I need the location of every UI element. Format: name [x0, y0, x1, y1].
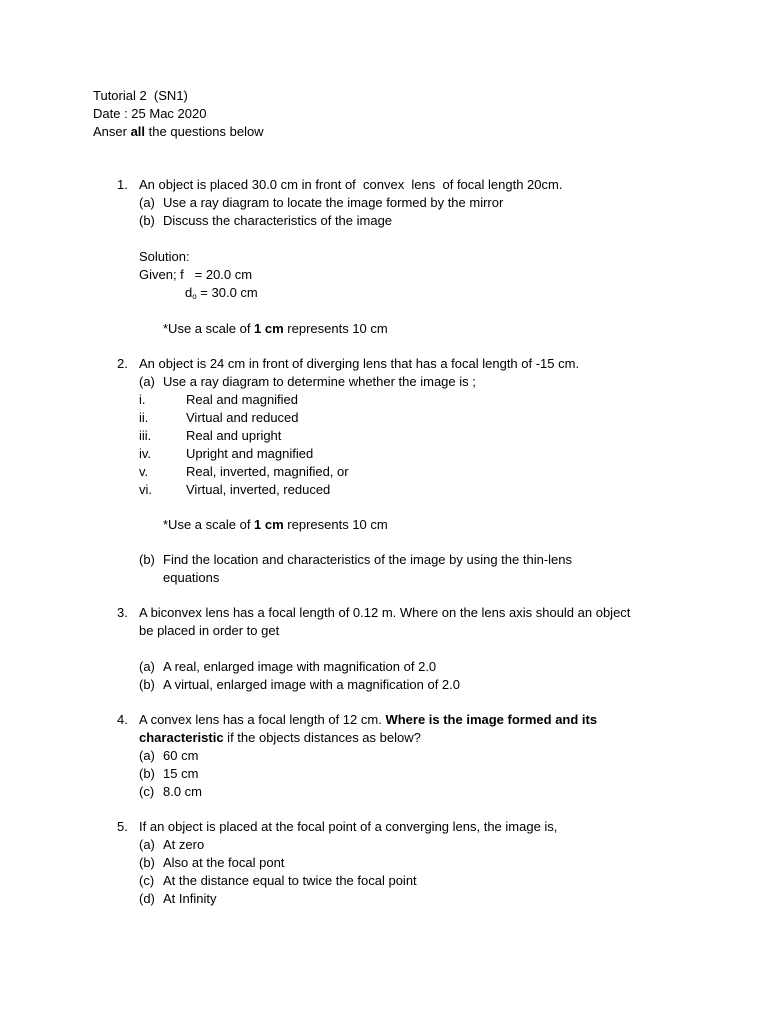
scale-note-bold: 1 cm — [254, 321, 284, 336]
option-text: Real, inverted, magnified, or — [186, 464, 349, 479]
tutorial-date: Date : 25 Mac 2020 — [93, 106, 207, 121]
question-3-b-text: A virtual, enlarged image with a magnification of 2.0 — [163, 677, 461, 692]
instructions-post: the questions below — [145, 124, 264, 139]
question-3-a-label: (a) — [139, 659, 155, 674]
object-distance-symbol: d — [185, 285, 193, 300]
question-4-text-post: if the objects distances as below? — [223, 730, 421, 745]
question-1-number: 1. — [117, 177, 128, 192]
scale-note-post: represents 10 cm — [283, 321, 388, 336]
question-4-item-label: (c) — [139, 784, 155, 799]
given-object-distance — [185, 284, 258, 306]
tutorial-title: Tutorial 2 (SN1) — [93, 88, 188, 103]
scale-note-pre: *Use a scale of — [163, 321, 255, 336]
question-3-a-text: A real, enlarged image with magnification of 2.0 — [163, 659, 437, 674]
question-4-item-label: (a) — [139, 748, 155, 763]
question-5-item-text: Also at the focal pont — [163, 855, 285, 870]
instructions-bold: all — [130, 124, 146, 139]
object-distance-subscript: o — [192, 292, 197, 301]
question-3-text-line-2: be placed in order to get — [139, 623, 280, 638]
question-5-item-text: At zero — [163, 837, 205, 852]
question-1-scale-note — [163, 320, 388, 338]
question-5-item-label: (b) — [139, 855, 155, 870]
question-4-text-bold: Where is the image formed and its — [385, 712, 598, 727]
question-2-scale-note — [163, 516, 388, 534]
question-1-a-label: (a) — [139, 195, 155, 210]
question-1-text: An object is placed 30.0 cm in front of convex lens of focal length 20cm. — [139, 177, 563, 192]
question-3-text-line-1: A biconvex lens has a focal length of 0.12 m. Where on the lens axis should an object — [139, 605, 631, 620]
option-label: vi. — [139, 482, 152, 497]
option-label: i. — [139, 392, 146, 407]
question-2-a-text: Use a ray diagram to determine whether the image is ; — [163, 374, 476, 389]
question-4-item-label: (b) — [139, 766, 155, 781]
question-1-a-text: Use a ray diagram to locate the image formed by the mirror — [163, 195, 504, 210]
question-2-b-label: (b) — [139, 552, 155, 567]
question-4-number: 4. — [117, 712, 128, 727]
question-3-b-label: (b) — [139, 677, 155, 692]
question-4-text-bold-2: characteristic — [139, 730, 224, 745]
question-5-item-label: (a) — [139, 837, 155, 852]
option-text: Real and magnified — [186, 392, 299, 407]
question-4-text-line-2 — [139, 729, 421, 747]
option-text: Virtual and reduced — [186, 410, 299, 425]
question-1-b-text: Discuss the characteristics of the image — [163, 213, 393, 228]
solution-heading: Solution: — [139, 249, 190, 264]
instructions-pre: Anser — [93, 124, 131, 139]
question-4-item-text: 15 cm — [163, 766, 199, 781]
option-label: v. — [139, 464, 149, 479]
question-4-item-text: 8.0 cm — [163, 784, 203, 799]
option-label: iii. — [139, 428, 152, 443]
question-2-b-text-line-2: equations — [163, 570, 220, 585]
question-5-text: If an object is placed at the focal point of a converging lens, the image is, — [139, 819, 558, 834]
option-label: iv. — [139, 446, 152, 461]
question-1-b-label: (b) — [139, 213, 155, 228]
question-5-item-text: At Infinity — [163, 891, 217, 906]
instructions — [93, 123, 264, 141]
scale-note-post: represents 10 cm — [283, 517, 388, 532]
option-text: Virtual, inverted, reduced — [186, 482, 331, 497]
question-5-item-text: At the distance equal to twice the focal point — [163, 873, 417, 888]
question-2-b-text-line-1: Find the location and characteristics of the image by using the thin-lens — [163, 552, 573, 567]
scale-note-bold: 1 cm — [254, 517, 284, 532]
question-4-text-pre: A convex lens has a focal length of 12 cm. — [139, 712, 386, 727]
question-3-number: 3. — [117, 605, 128, 620]
option-label: ii. — [139, 410, 149, 425]
given-focal-length: Given; f = 20.0 cm — [139, 267, 253, 282]
question-4-item-text: 60 cm — [163, 748, 199, 763]
question-5-item-label: (d) — [139, 891, 155, 906]
question-5-number: 5. — [117, 819, 128, 834]
question-2-text: An object is 24 cm in front of diverging lens that has a focal length of -15 cm. — [139, 356, 580, 371]
object-distance-value: = 30.0 cm — [196, 285, 258, 300]
scale-note-pre: *Use a scale of — [163, 517, 255, 532]
option-text: Real and upright — [186, 428, 282, 443]
question-4-text-line-1 — [139, 711, 597, 729]
question-2-a-label: (a) — [139, 374, 155, 389]
question-2-number: 2. — [117, 356, 128, 371]
question-5-item-label: (c) — [139, 873, 155, 888]
option-text: Upright and magnified — [186, 446, 314, 461]
